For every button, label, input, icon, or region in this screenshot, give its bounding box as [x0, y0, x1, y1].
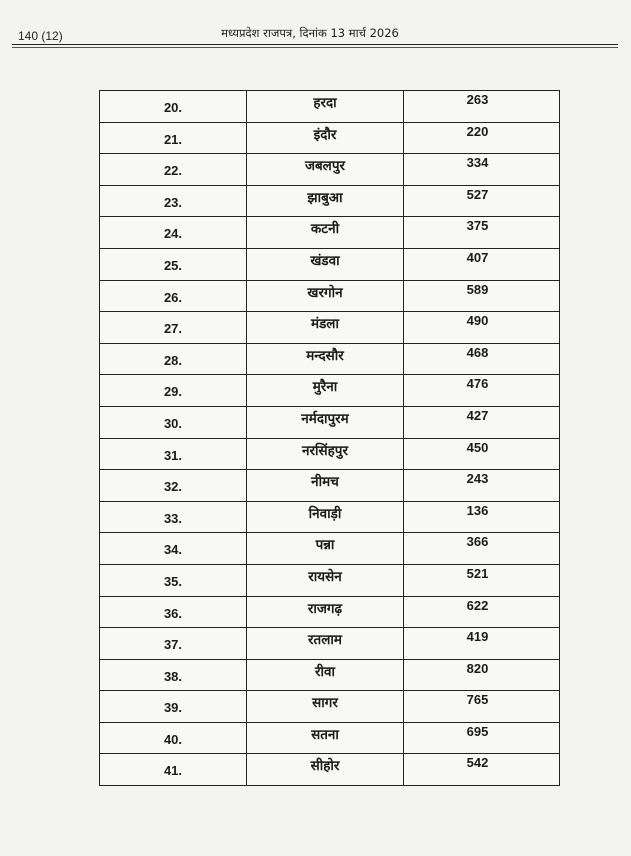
table-row	[100, 153, 559, 185]
table-row	[100, 659, 559, 691]
district-name-cell: मन्दसौर	[247, 344, 404, 375]
table-row	[100, 90, 559, 122]
header-rule-thin	[12, 47, 618, 48]
district-name-cell: नीमच	[247, 470, 404, 501]
table-row	[100, 122, 559, 154]
district-name-cell: खरगोन	[247, 281, 404, 312]
district-name-cell: नर्मदापुरम	[247, 407, 404, 438]
serial-number-cell: 20.	[100, 91, 247, 122]
count-value-cell: 468	[466, 344, 489, 360]
serial-number-cell: 33.	[100, 502, 247, 533]
table-row	[100, 248, 559, 280]
count-value-cell: 527	[466, 186, 489, 202]
serial-number-cell: 27.	[100, 312, 247, 343]
table-row	[100, 532, 559, 564]
table-row	[100, 438, 559, 470]
district-name-cell: जबलपुर	[247, 154, 404, 185]
serial-number-cell: 28.	[100, 344, 247, 375]
district-name-cell: सीहोर	[247, 754, 404, 785]
district-name-cell: पन्ना	[247, 533, 404, 564]
district-name-cell: निवाड़ी	[247, 502, 404, 533]
serial-number-cell: 37.	[100, 628, 247, 659]
serial-number-cell: 36.	[100, 597, 247, 628]
table-row	[100, 564, 559, 596]
table-row	[100, 722, 559, 754]
table-row	[100, 469, 559, 501]
count-value-cell: 375	[466, 218, 489, 234]
table-row	[100, 753, 559, 785]
count-value-cell: 490	[466, 313, 489, 329]
district-name-cell: रतलाम	[247, 628, 404, 659]
count-value-cell: 450	[466, 439, 489, 455]
district-name-cell: रायसेन	[247, 565, 404, 596]
count-value-cell: 243	[466, 471, 489, 487]
table-row	[100, 596, 559, 628]
district-name-cell: हरदा	[247, 91, 404, 122]
count-value-cell: 695	[466, 723, 489, 739]
district-name-cell: मुरैना	[247, 375, 404, 406]
district-name-cell: कटनी	[247, 217, 404, 248]
district-name-cell: रीवा	[247, 660, 404, 691]
district-name-cell: सागर	[247, 691, 404, 722]
table-row	[100, 311, 559, 343]
table-row	[100, 343, 559, 375]
serial-number-cell: 24.	[100, 217, 247, 248]
header-rule-thick	[12, 44, 618, 45]
serial-number-cell: 41.	[100, 754, 247, 785]
serial-number-cell: 23.	[100, 186, 247, 217]
serial-number-cell: 30.	[100, 407, 247, 438]
count-value-cell: 366	[466, 534, 489, 550]
table-row	[100, 374, 559, 406]
gazette-title: मध्यप्रदेश राजपत्र, दिनांक 13 मार्च 2026	[221, 26, 399, 40]
count-value-cell: 521	[466, 565, 489, 581]
serial-number-cell: 40.	[100, 723, 247, 754]
count-value-cell: 334	[466, 155, 489, 171]
serial-number-cell: 32.	[100, 470, 247, 501]
table-row	[100, 280, 559, 312]
count-value-cell: 427	[466, 407, 489, 423]
district-name-cell: इंदौर	[247, 123, 404, 154]
serial-number-cell: 39.	[100, 691, 247, 722]
district-name-cell: नरसिंहपुर	[247, 439, 404, 470]
count-value-cell: 589	[466, 281, 489, 297]
district-name-cell: झाबुआ	[247, 186, 404, 217]
serial-number-cell: 31.	[100, 439, 247, 470]
serial-number-cell: 34.	[100, 533, 247, 564]
district-name-cell: खंडवा	[247, 249, 404, 280]
table-row	[100, 406, 559, 438]
table-row	[100, 501, 559, 533]
serial-number-cell: 26.	[100, 281, 247, 312]
serial-number-cell: 29.	[100, 375, 247, 406]
count-value-cell: 263	[466, 92, 489, 107]
count-value-cell: 820	[466, 660, 489, 676]
table-row	[100, 627, 559, 659]
count-value-cell: 419	[466, 629, 489, 645]
table-row	[100, 216, 559, 248]
serial-number-cell: 35.	[100, 565, 247, 596]
count-value-cell: 136	[466, 502, 489, 518]
district-name-cell: राजगढ़	[247, 597, 404, 628]
count-value-cell: 765	[466, 692, 489, 708]
serial-number-cell: 22.	[100, 154, 247, 185]
count-value-cell: 220	[466, 123, 489, 139]
serial-number-cell: 21.	[100, 123, 247, 154]
page-number: 140 (12)	[18, 29, 63, 43]
serial-number-cell: 25.	[100, 249, 247, 280]
count-value-cell: 622	[466, 597, 489, 613]
table-row	[100, 690, 559, 722]
district-name-cell: मंडला	[247, 312, 404, 343]
district-table	[99, 90, 560, 786]
table-row	[100, 185, 559, 217]
count-value-cell: 476	[466, 376, 489, 392]
page-header	[0, 0, 631, 48]
count-value-cell: 407	[466, 249, 489, 265]
count-value-cell: 542	[466, 755, 489, 771]
serial-number-cell: 38.	[100, 660, 247, 691]
district-name-cell: सतना	[247, 723, 404, 754]
